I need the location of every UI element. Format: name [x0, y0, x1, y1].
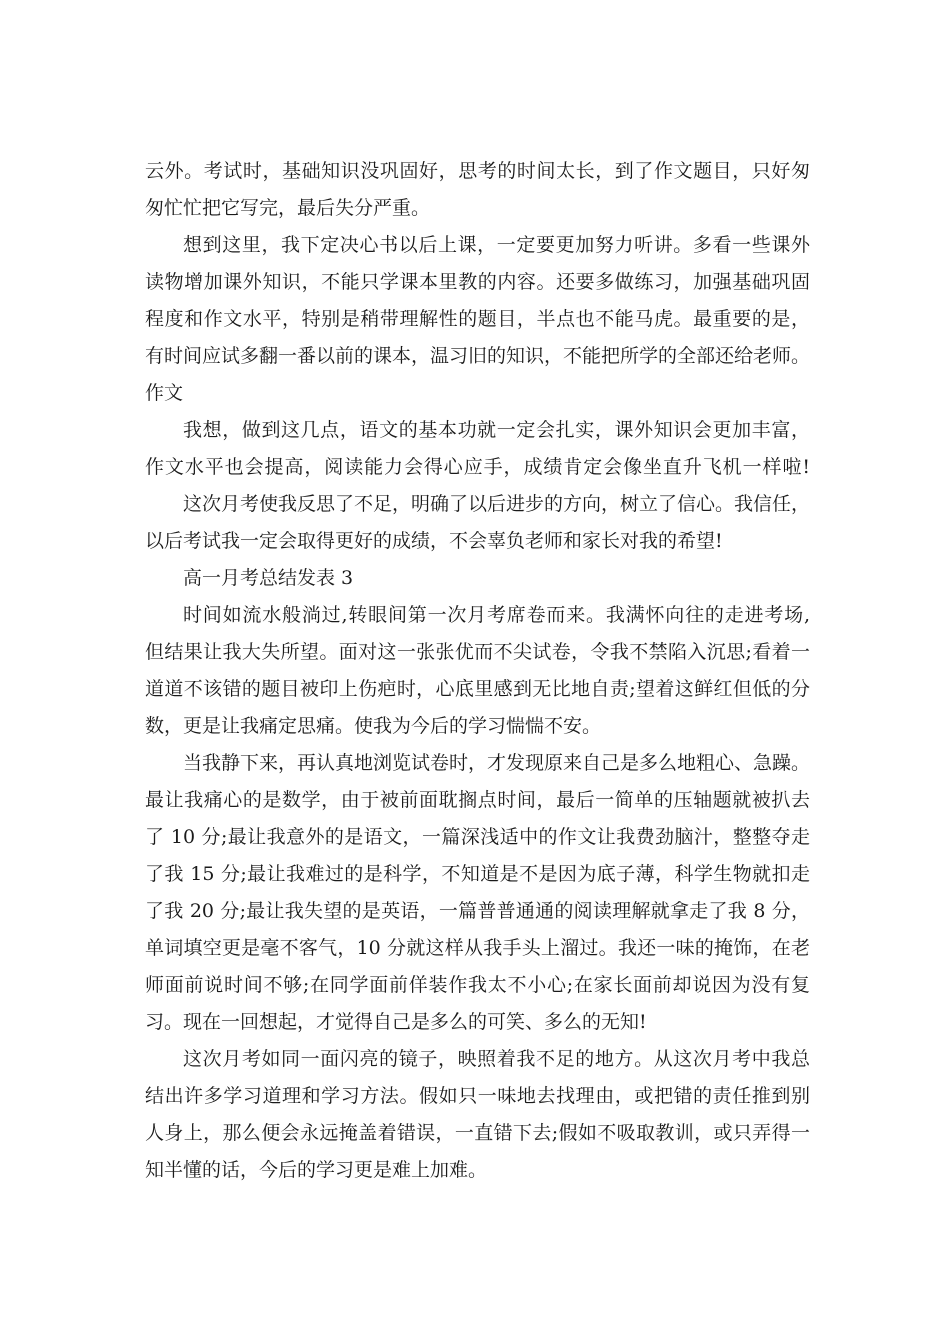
- text-line: 云外。考试时，基础知识没巩固好，思考的时间太长，到了作文题目，只好匆: [145, 160, 810, 182]
- text-line: 单词填空更是毫不客气，10 分就这样从我手头上溜过。我还一味的掩饰，在老: [145, 937, 810, 959]
- text-line: 时间如流水般淌过,转眼间第一次月考席卷而来。我满怀向往的走进考场,: [183, 604, 810, 626]
- text-line: 道道不该错的题目被印上伤疤时，心底里感到无比地自责;望着这鲜红但低的分: [145, 678, 810, 700]
- document-body: [145, 153, 810, 1189]
- text-line: 以后考试我一定会取得更好的成绩，不会辜负老师和家长对我的希望!: [145, 530, 723, 552]
- text-line: 人身上，那么便会永远掩盖着错误，一直错下去;假如不吸取教训，或只弄得一: [145, 1122, 810, 1144]
- text-line: 读物增加课外知识，不能只学课本里教的内容。还要多做练习，加强基础巩固: [145, 271, 810, 293]
- text-line: 程度和作文水平，特别是稍带理解性的题目，半点也不能马虎。最重要的是，: [145, 308, 810, 330]
- text-line: 数，更是让我痛定思痛。使我为今后的学习惴惴不安。: [145, 715, 602, 737]
- text-line: 了 10 分;最让我意外的是语文，一篇深浅适中的作文让我费劲脑汁，整整夺走: [145, 826, 810, 848]
- text-line: 结出许多学习道理和学习方法。假如只一味地去找理由，或把错的责任推到别: [145, 1085, 810, 1107]
- text-line: 这次月考使我反思了不足，明确了以后进步的方向，树立了信心。我信任，: [183, 493, 811, 515]
- text-line: 了我 15 分;最让我难过的是科学，不知道是不是因为底子薄，科学生物就扣走: [145, 863, 810, 885]
- text-line: 习。现在一回想起，才觉得自己是多么的可笑、多么的无知!: [145, 1011, 647, 1033]
- text-line: 最让我痛心的是数学，由于被前面耽搁点时间，最后一简单的压轴题就被扒去: [145, 789, 810, 811]
- text-line: 但结果让我大失所望。面对这一张张优而不尖试卷，令我不禁陷入沉思;看着一: [145, 641, 810, 663]
- text-line: 师面前说时间不够;在同学面前佯装作我太不小心;在家长面前却说因为没有复: [145, 974, 810, 996]
- text-line: 有时间应试多翻一番以前的课本，温习旧的知识，不能把所学的全部还给老师。: [145, 345, 811, 367]
- text-line: 了我 20 分;最让我失望的是英语，一篇普普通通的阅读理解就拿走了我 8 分，: [145, 900, 810, 922]
- text-line: 当我静下来，再认真地浏览试卷时，才发现原来自己是多么地粗心、急躁。: [183, 752, 811, 774]
- text-line: 匆忙忙把它写完，最后失分严重。: [145, 197, 431, 219]
- text-line: 作文: [145, 382, 184, 404]
- text-line: 这次月考如同一面闪亮的镜子，映照着我不足的地方。从这次月考中我总: [183, 1048, 810, 1070]
- text-line: 知半懂的话，今后的学习更是难上加难。: [145, 1159, 488, 1181]
- text-line: 我想，做到这几点，语文的基本功就一定会扎实，课外知识会更加丰富，: [183, 419, 810, 441]
- text-line: 想到这里，我下定决心书以后上课，一定要更加努力听讲。多看一些课外: [183, 234, 810, 256]
- text-line: 作文水平也会提高，阅读能力会得心应手，成绩肯定会像坐直升飞机一样啦!: [145, 456, 810, 478]
- text-line: 高一月考总结发表 3: [183, 567, 354, 589]
